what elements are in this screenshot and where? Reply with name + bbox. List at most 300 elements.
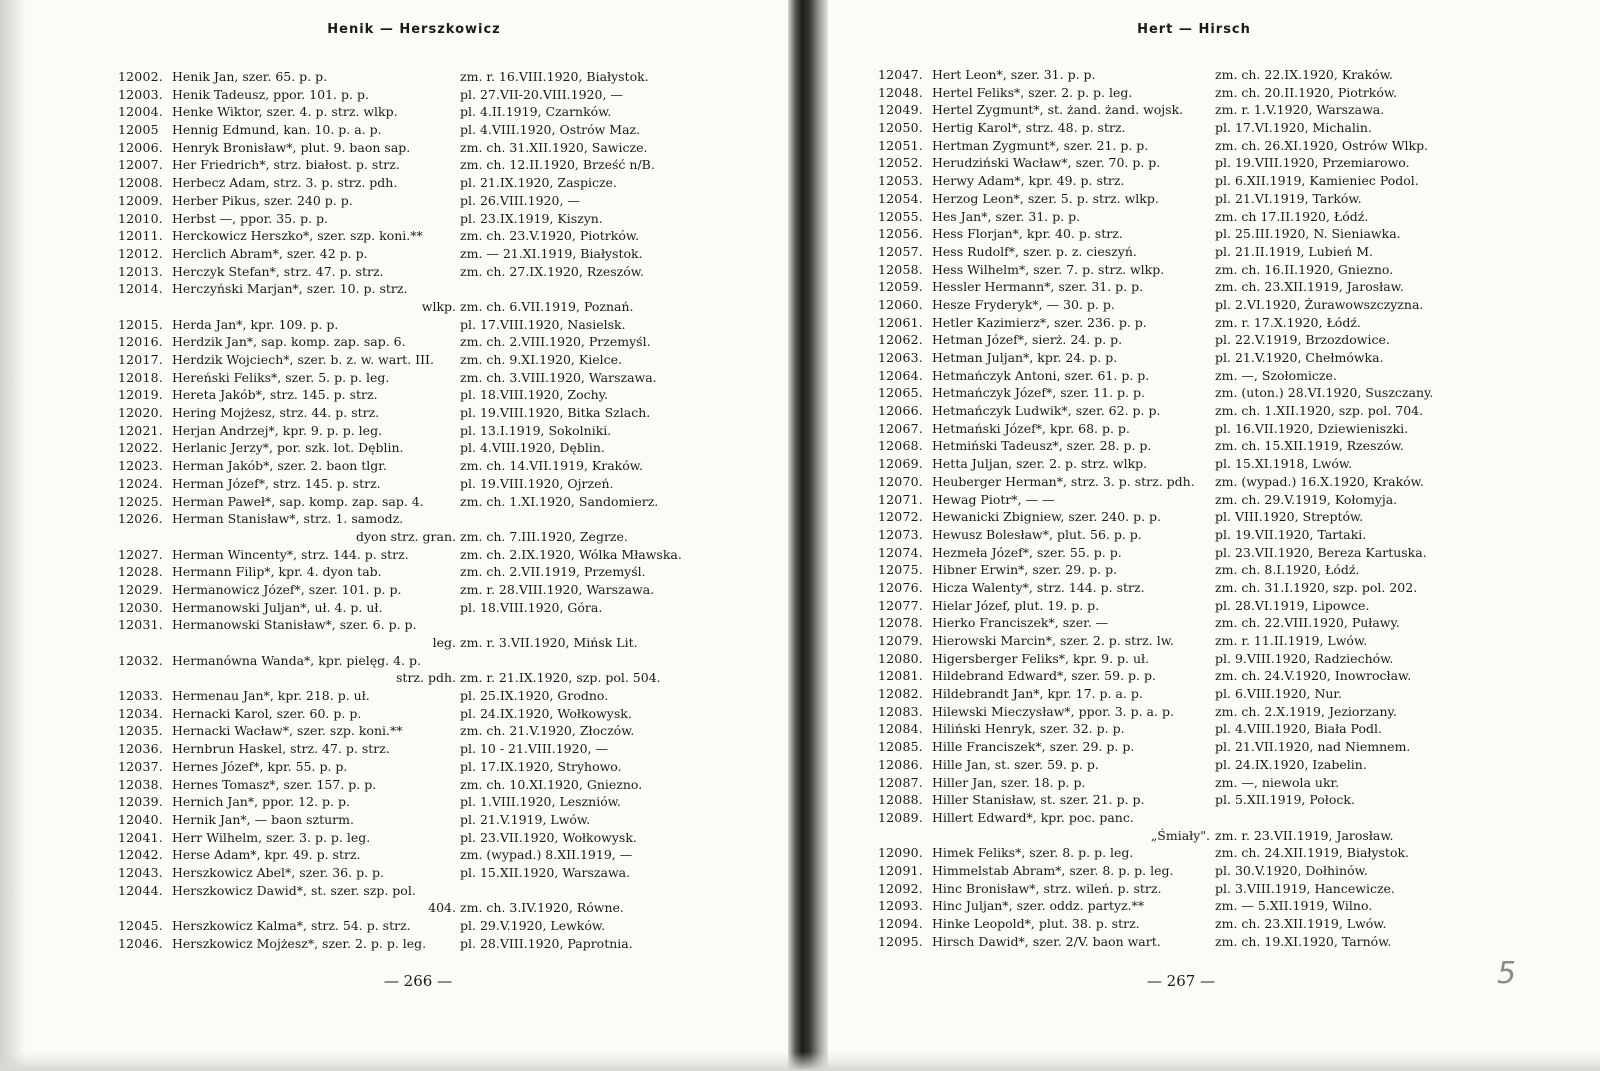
entry-name: Herzog Leon*, [932,190,1024,206]
entry-number: 12026. [118,511,163,527]
entry-death-info: zm. ch. 2.VIII.1920, Przemyśl. [460,334,651,350]
entry-death-info: pl. 21.VI.1919, Tarków. [1215,190,1362,206]
entry-name-and-rank [932,119,1126,137]
register-entry [118,652,758,670]
entry-number: 12059. [878,279,923,295]
entry-rank-unit: szer. 70. p. p. [1075,155,1161,171]
entry-number: 12064. [878,367,923,383]
entry-number: 12066. [878,403,923,419]
entry-rank-unit: st. szer. 59. p. p. [994,756,1099,772]
entry-name: Herclich Abram*, [172,245,283,261]
entry-name-and-rank [932,66,1096,84]
entry-death-info: zm. (uton.) 28.VI.1920, Suszczany. [1215,385,1434,401]
entry-name-and-rank [172,829,370,847]
entry-name: Himek Feliks*, [932,845,1026,861]
entry-number: 12088. [878,792,923,808]
register-entry [118,227,758,245]
entry-name: Herman Józef*, [172,475,269,491]
entry-name-and-rank [172,882,416,900]
register-entry [878,491,1568,509]
entry-number: 12042. [118,847,163,863]
register-entry [118,369,758,387]
entry-rank-unit: kpr. 109. p. p. [250,316,339,332]
entry-rank-unit: szer. 5. p. p. leg. [285,369,390,385]
entry-death-info: pl. 21.V.1919, Lwów. [460,811,591,827]
entry-name-and-rank [172,740,390,758]
entry-name: Herman Wincenty*, [172,546,298,562]
entry-rank-unit: st. żand. żand. wojsk. [1047,102,1184,118]
register-entry [878,137,1568,155]
entry-name: Herr Wilhelm, [172,829,263,845]
entry-rank-unit: uł. 4. p. uł. [314,599,383,615]
entry-death-info: zm. r. 1.V.1920, Warszawa. [1215,102,1385,118]
entry-death-info: pl. 19.VII.1920, Tartaki. [1215,526,1367,542]
entry-rank-unit: — — [1025,491,1055,507]
entry-number: 12070. [878,473,923,489]
entry-name: Hetman Juljan*, [932,350,1034,365]
entry-number: 12028. [118,564,163,580]
entry-name-and-rank [932,933,1161,951]
entry-rank-unit: szer. szp. koni.** [317,228,423,244]
entry-death-info: zm. ch. 7.III.1920, Zegrze. [460,528,628,544]
entry-name-and-rank [172,386,378,404]
entry-rank-unit: szer. 157. p. p. [283,776,377,792]
entry-number: 12008. [118,175,163,191]
entry-name-and-rank [172,722,402,740]
register-entry [878,243,1568,261]
entry-rank-unit: plut. 38. p. strz. [1038,916,1140,931]
entry-name: Hennig Edmund, [172,122,280,138]
entry-unit-continuation: wlkp. [421,298,456,314]
entry-number: 12048. [878,84,923,100]
entry-rank-unit: kpr. 4. dyon tab. [278,564,382,580]
entry-name-and-rank [932,915,1140,933]
right-page-header: Hert — Hirsch [1137,22,1251,37]
register-entry [118,103,758,121]
entry-rank-unit: kpr. 9. p. uł. [1073,650,1150,666]
register-entry [118,210,758,228]
entry-death-info: pl. 9.VIII.1920, Radziechów. [1215,650,1394,666]
register-entry [118,404,758,422]
entry-name-and-rank [172,811,354,829]
entry-death-info: zm. ch. 22.IX.1920, Kraków. [1215,67,1393,82]
entry-name: Henik Tadeusz, [172,86,270,102]
entry-name-and-rank [932,314,1147,332]
entry-name-and-rank [932,384,1145,402]
entry-death-info: zm. ch 17.II.1920, Łódź. [1215,208,1369,224]
entry-number: 12003. [118,86,163,102]
entry-rank-unit: szer. oddz. partyz.** [1016,898,1145,914]
entry-number: 12069. [878,456,923,472]
entry-death-info: pl. 27.VII-20.VIII.1920, — [460,86,623,102]
register-entry [878,756,1568,774]
entry-name: Herdzik Jan*, [172,334,258,350]
entry-death-info: pl. 4.II.1919, Czarnków. [460,104,612,120]
entry-rank-unit: sierż. 24. p. p. [1032,332,1123,348]
entry-rank-unit: strz. 47. p. strz. [283,263,384,279]
register-entry [118,156,758,174]
entry-number: 12068. [878,438,923,454]
entry-name: Herman Stanisław*, [172,511,300,527]
entry-death-info: pl. 6.XII.1919, Kamieniec Podol. [1215,173,1419,189]
register-entry [878,473,1568,491]
entry-name: Hewanicki Zbigniew, [932,509,1065,525]
entry-number: 12080. [878,650,923,666]
entry-name: Herczyk Stefan*, [172,263,280,279]
entry-death-info: pl. 26.VIII.1920, — [460,192,580,208]
entry-name-and-rank [932,703,1174,721]
entry-name-and-rank [932,437,1151,455]
right-page [828,0,1600,1071]
entry-name-and-rank [172,687,370,705]
entry-number: 12082. [878,686,923,702]
entry-death-info: pl. 19.VIII.1920, Ojrzeń. [460,475,614,491]
entry-death-info: pl. 29.V.1920, Lewków. [460,918,606,933]
entry-number: 12047. [878,67,923,82]
entry-number: 12035. [118,723,163,739]
entry-death-info: zm. ch. 9.XI.1920, Kielce. [460,352,622,367]
entry-name: Herudziński Wacław*, [932,155,1072,171]
entry-name: Hertman Zygmunt*, [932,137,1060,153]
entry-number: 12094. [878,916,923,931]
entry-number: 12041. [118,829,163,845]
register-entry [118,493,758,511]
entry-rank-unit: kpr. 218. p. uł. [277,688,370,704]
entry-name: Hernbrun Haskel, [172,741,287,757]
pencil-mark: 5 [1497,956,1517,991]
entry-number: 12036. [118,741,163,757]
entry-name-and-rank [172,563,382,581]
register-entry [878,614,1568,632]
entry-name: Hessler Hermann*, [932,279,1055,295]
entry-death-info: zm. ch. 12.II.1920, Brześć n/B. [460,157,655,173]
entry-rank-unit: plut. 9. baon sap. [300,139,411,155]
register-entry-continuation [118,669,758,687]
entry-name-and-rank [172,599,382,617]
entry-number: 12037. [118,758,163,774]
entry-rank-unit: kpr. 68. p. p. [1050,420,1130,436]
register-entry [878,632,1568,650]
entry-name: Hillert Edward*, [932,809,1037,825]
entry-number: 12019. [118,387,163,403]
entry-name-and-rank [172,758,347,776]
entry-number: 12031. [118,617,163,633]
entry-rank-unit: st. szer. 21. p. p. [1040,792,1145,808]
register-entry [118,439,758,457]
entry-number: 12002. [118,69,163,84]
page-bottom-edge [0,1052,1600,1071]
entry-death-info: zm. ch. 23.XII.1919, Lwów. [1215,916,1387,931]
entry-name: Hernik Jan*, [172,811,251,827]
entry-rank-unit: ppor. 3. p. a. p. [1078,703,1174,719]
entry-death-info: zm. ch. 23.V.1920, Piotrków. [460,228,640,244]
entry-death-info: zm. ch. 26.XI.1920, Ostrów Wlkp. [1215,137,1429,153]
entry-name: Hess Rudolf*, [932,243,1019,259]
register-entry [878,314,1568,332]
entry-rank-unit: szer. 60. p. p. [276,705,362,721]
entry-death-info: zm. ch. 8.I.1920, Łódź. [1215,562,1360,578]
register-entry [118,811,758,829]
entry-rank-unit: kpr. 17. p. a. p. [1047,686,1143,702]
entry-name: Hiller Stanisław, [932,792,1037,808]
entry-name: Hicza Walenty*, [932,579,1033,595]
entry-death-info: zm. ch. 24.V.1920, Inowrocław. [1215,668,1412,684]
entry-death-info: pl. 25.IX.1920, Grodno. [460,688,609,704]
register-entry [118,475,758,493]
entry-name-and-rank [932,331,1122,349]
entry-death-info: pl. 19.VIII.1920, Bitka Szlach. [460,405,651,421]
entry-name-and-rank [932,897,1144,915]
entry-rank-unit: szer. 2/V. baon wart. [1032,933,1161,949]
entry-name-and-rank [932,243,1137,261]
entry-name: Her Friedrich*, [172,157,270,173]
entry-number: 12022. [118,440,163,456]
entry-death-info: zm. ch. 10.XI.1920, Gniezno. [460,776,643,792]
entry-number: 12074. [878,544,923,560]
register-entry [118,616,758,634]
entry-rank-unit: — baon szturm. [254,811,354,827]
entry-number: 12039. [118,794,163,810]
entry-unit-continuation: leg. [432,635,456,650]
entry-name: Hermann Filip*, [172,564,275,580]
entry-number: 12038. [118,776,163,792]
entry-number: 12005 [118,122,159,138]
entry-rank-unit: sap. komp. zap. sap. 6. [261,334,406,350]
entry-rank-unit: szer. 29. p. p. [1032,562,1118,578]
entry-rank-unit: strz. 145. p. strz. [272,475,381,491]
entry-name: Hertig Karol*, [932,120,1022,136]
entry-rank-unit: szer. 2. p. strz. wlkp. [1016,456,1148,472]
entry-death-info: zm. — 21.XI.1919, Białystok. [460,245,643,261]
entry-death-info: pl. 25.III.1920, N. Sieniawka. [1215,226,1401,242]
entry-death-info: zm. r. 3.VII.1920, Mińsk Lit. [460,635,638,650]
register-entry [118,280,758,298]
entry-rank-unit: strz. 48. p. strz. [1025,120,1126,136]
page-edge-shadow [0,0,26,1071]
entry-name-and-rank [172,475,381,493]
entry-name: Hinc Juljan*, [932,898,1013,914]
register-entry [118,793,758,811]
entry-death-info: zm. r. 21.IX.1920, szp. pol. 504. [460,670,661,686]
entry-death-info: pl. 28.VI.1919, Lipowce. [1215,597,1370,613]
entry-death-info: pl. 1.VIII.1920, Leszniów. [460,794,621,810]
entry-rank-unit: strz. 47. p. strz. [290,741,390,757]
entry-name: Hewusz Bolesław*, [932,526,1053,542]
entry-name-and-rank [932,650,1149,668]
entry-name-and-rank [172,227,423,245]
register-entry [118,68,758,86]
entry-number: 12029. [118,581,163,597]
entry-number: 12092. [878,880,923,896]
entry-rank-unit: szer. 2. p. p. leg. [322,935,427,951]
entry-name: Hille Jan, [932,756,991,772]
register-entry-continuation [118,899,758,917]
entry-name-and-rank [172,156,400,174]
entry-name-and-rank [172,776,376,794]
register-entry [118,245,758,263]
entry-name-and-rank [172,439,404,457]
entry-number: 12076. [878,579,923,595]
entry-name: Higersberger Feliks*, [932,650,1070,666]
entry-name-and-rank [932,455,1147,473]
entry-death-info: pl. 16.VII.1920, Dziewieniszki. [1215,420,1409,436]
entry-name: Hermanowski Juljan*, [172,599,311,615]
register-entry [118,263,758,281]
left-entry-list [118,68,758,952]
right-page-number: — 267 — [1146,972,1216,990]
entry-number: 12084. [878,721,923,737]
entry-number: 12040. [118,811,163,827]
entry-death-info: pl. 18.VIII.1920, Zochy. [460,387,609,403]
entry-name: Hewag Piotr*, [932,491,1022,507]
entry-name: Henryk Bronisław*, [172,139,297,155]
entry-death-info: pl. 17.VIII.1920, Nasielsk. [460,316,626,332]
entry-name-and-rank [932,632,1174,650]
right-entry-list [878,66,1568,950]
entry-name: Hirsch Dawid*, [932,933,1029,949]
entry-name: Herbst —, [172,210,237,226]
entry-death-info: zm. ch. 31.I.1920, szp. pol. 202. [1215,579,1418,595]
entry-name: Hes Jan*, [932,208,992,224]
entry-name-and-rank [932,774,1085,792]
entry-name: Herckowicz Herszko*, [172,228,314,244]
register-entry [118,581,758,599]
entry-name-and-rank [932,738,1134,756]
entry-number: 12061. [878,314,923,330]
entry-name: Herda Jan*, [172,316,247,332]
entry-name-and-rank [932,508,1161,526]
entry-name: Hermanowicz Józef*, [172,581,305,597]
entry-number: 12023. [118,458,163,474]
register-entry [118,687,758,705]
entry-death-info: pl. 21.V.1920, Chełmówka. [1215,350,1384,365]
register-entry [878,933,1568,951]
entry-death-info: pl. 4.VIII.1920, Ostrów Maz. [460,122,641,138]
entry-rank-unit: szer. 61. p. p. [1064,367,1150,383]
entry-number: 12021. [118,422,163,438]
entry-death-info: pl. 18.VIII.1920, Góra. [460,599,603,615]
entry-death-info: pl. 21.VII.1920, nad Niemnem. [1215,739,1411,755]
entry-name: Hernes Tomasz*, [172,776,280,792]
entry-name-and-rank [932,809,1134,827]
entry-name-and-rank [172,86,369,104]
entry-death-info: pl. 2.VI.1920, Żurawowszczyzna. [1215,296,1424,312]
register-entry [878,650,1568,668]
entry-name-and-rank [172,652,421,670]
entry-death-info: pl. 22.V.1919, Brzozdowice. [1215,332,1390,348]
entry-name-and-rank [932,402,1160,420]
entry-name: Hetmiński Tadeusz*, [932,438,1063,454]
entry-rank-unit: szer. 11. p. p. [1060,385,1145,401]
register-entry [878,561,1568,579]
entry-name-and-rank [172,422,382,440]
entry-name: Hetmańczyk Ludwik*, [932,403,1072,419]
entry-rank-unit: szer. 42 p. p. [286,245,368,261]
entry-name-and-rank [932,791,1145,809]
entry-rank-unit: strz. 1. samodz. [303,511,404,527]
entry-name: Hierowski Marcin*, [932,633,1056,648]
entry-death-info: zm. r. 28.VIII.1920, Warszawa. [460,581,655,597]
entry-name: Hert Leon*, [932,67,1007,82]
entry-rank-unit: strz. 144. p. strz. [1036,579,1145,595]
entry-number: 12033. [118,688,163,704]
entry-number: 12045. [118,918,163,933]
entry-name-and-rank [172,121,382,139]
entry-name-and-rank [932,579,1145,597]
entry-death-info: zm. r. 16.VIII.1920, Białystok. [460,69,649,84]
entry-name-and-rank [172,581,401,599]
entry-rank-unit: szer. 236. p. p. [1054,314,1147,330]
entry-death-info: pl. 17.VI.1920, Michalin. [1215,120,1372,136]
entry-name-and-rank [172,369,389,387]
entry-name: Herman Paweł*, [172,493,276,509]
entry-death-info: pl. 19.VIII.1920, Przemiarowo. [1215,155,1410,171]
entry-number: 12010. [118,210,163,226]
register-entry [118,882,758,900]
entry-death-info: zm. ch. 29.V.1919, Kołomyja. [1215,491,1398,507]
register-entry-continuation [878,827,1568,845]
register-entry [878,172,1568,190]
entry-name-and-rank [932,685,1143,703]
entry-name: Hinc Bronisław*, [932,880,1040,896]
entry-rank-unit: por. szk. lot. Dęblin. [277,440,404,456]
entry-death-info: pl. 15.XI.1918, Lwów. [1215,456,1353,472]
register-entry [118,457,758,475]
entry-name: Hibner Erwin*, [932,562,1029,578]
entry-rank-unit: szer. 240 p. p. [264,192,353,208]
entry-number: 12067. [878,420,923,436]
entry-name: Herszkowicz Mojżesz*, [172,935,319,951]
entry-number: 12055. [878,208,923,224]
entry-number: 12056. [878,226,923,242]
entry-death-info: zm. ch. 20.II.1920, Piotrków. [1215,84,1398,100]
entry-rank-unit: szer. 55. p. p. [1036,544,1122,560]
entry-number: 12032. [118,652,163,668]
entry-number: 12081. [878,668,923,684]
entry-name: Hernich Jan*, [172,794,259,810]
register-entry [878,225,1568,243]
entry-death-info: zm. ch. 19.XI.1920, Tarnów. [1215,933,1392,949]
entry-name-and-rank [172,210,328,228]
left-page-number: — 266 — [383,972,453,990]
entry-death-info: zm. ch. 24.XII.1919, Białystok. [1215,845,1410,861]
entry-rank-unit: kpr. 49. p. strz. [1028,173,1125,189]
entry-name: Hesze Fryderyk*, [932,296,1043,312]
entry-number: 12083. [878,703,923,719]
entry-rank-unit: szer. p. z. cieszyń. [1022,243,1137,259]
entry-death-info: pl. 17.IX.1920, Stryhowo. [460,758,622,774]
entry-rank-unit: szer. 10. p. strz. [306,281,408,297]
entry-rank-unit: strz. 144. p. strz. [301,546,409,562]
entry-unit-continuation: 404. [428,900,456,916]
entry-name: Herszkowicz Dawid*, [172,882,308,898]
register-entry [118,599,758,617]
entry-name-and-rank [172,139,410,157]
entry-name: Herjan Andrzej*, [172,422,279,438]
register-entry [878,190,1568,208]
register-entry [878,774,1568,792]
entry-number: 12095. [878,933,923,949]
entry-name: Hezmeła Józef*, [932,544,1033,560]
entry-number: 12052. [878,155,923,171]
entry-name-and-rank [932,597,1099,615]
entry-rank-unit: kpr. 24. p. p. [1037,350,1118,365]
entry-rank-unit: szer. 6. p. p. [339,617,417,633]
entry-number: 12054. [878,190,923,206]
left-page [0,0,788,1071]
entry-name: Herse Adam*, [172,847,261,863]
entry-name: Hierko Franciszek*, [932,615,1059,631]
